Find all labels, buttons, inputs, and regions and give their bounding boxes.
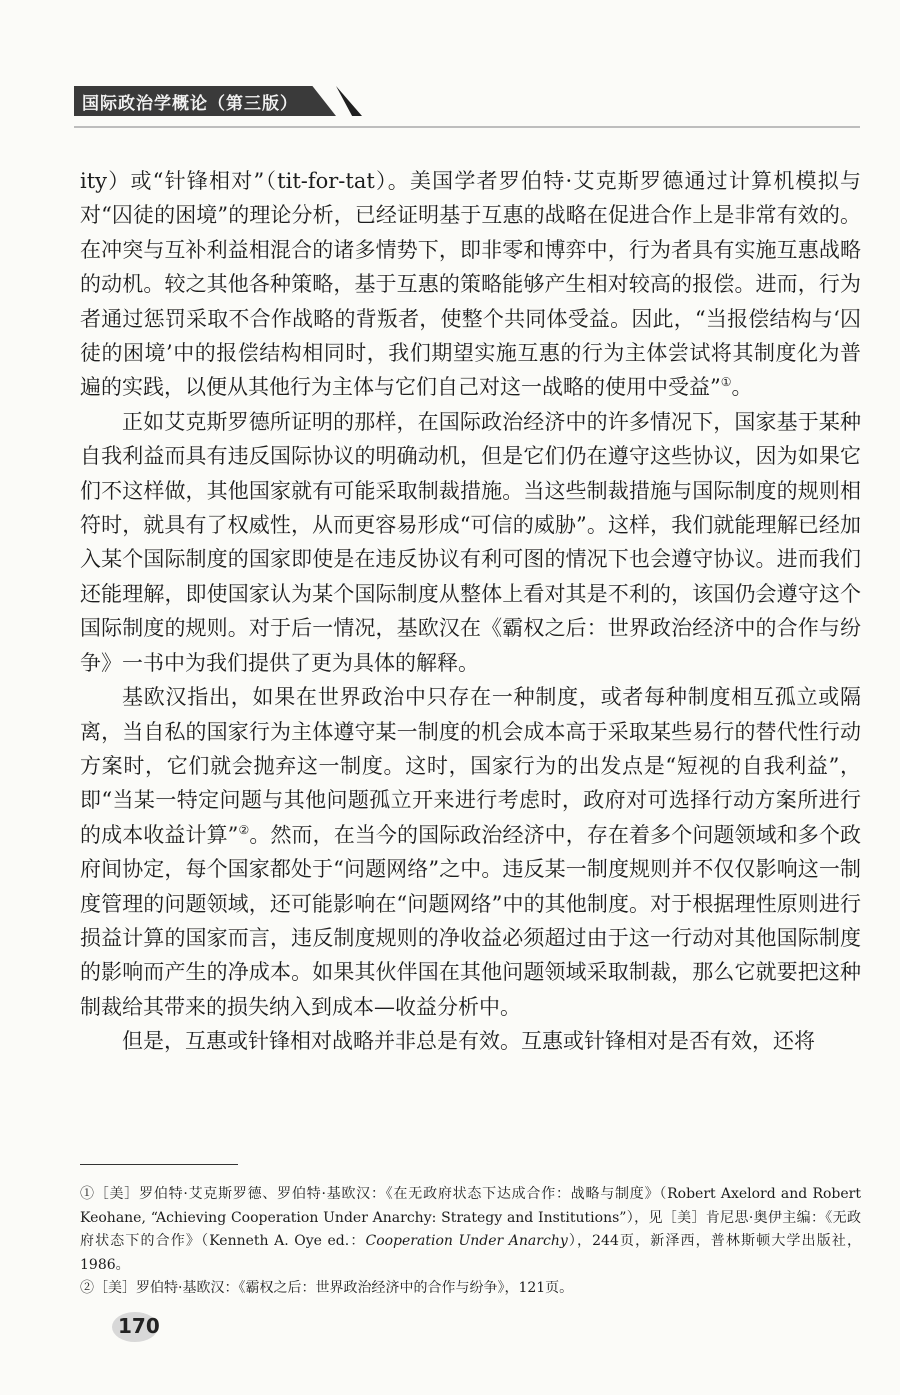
paragraph-4 xyxy=(80,1024,861,1058)
footnote-1 xyxy=(80,1183,861,1277)
page-number: 170 xyxy=(118,1314,160,1338)
book-title: 国际政治学概论（第三版） xyxy=(82,94,298,114)
header-accent-triangle xyxy=(336,86,362,116)
footnote-text: ），244页，新泽西，普林斯顿大学出版社，1986。 xyxy=(80,1233,861,1273)
body-text xyxy=(80,164,861,1059)
footnote-text: ②［美］罗伯特·基欧汉：《霸权之后：世界政治经济中的合作与纷争》，121页。 xyxy=(80,1280,574,1296)
footnote-text: ①［美］罗伯特·艾克斯罗德、罗伯特·基欧汉：《在无政府状态下达成合作：战略与制度》（Robert Axelord and Robert Keohane, “Achieving Cooperation Under Anarchy: Strategy and Institutions”），见［美］肯尼思·奥伊主编：《无政府状态下的合作》（Kenneth A. Oye ed.： xyxy=(80,1186,861,1249)
paragraph-1: ity）或“针锋相对”（tit-for-tat）。美国学者罗伯特·艾克斯罗德通过计算机模拟与对“囚徒的困境”的理论分析，已经证明基于互惠的战略在促进合作上是非常有效的。在冲突与互补利益相混合的诸多情势下，即非零和博弈中，行为者具有实施互惠战略的动机。较之其他各种策略，基于互惠的策略能够产生相对较高的报偿。进而，行为者通过惩罚采取不合作战略的背叛者，使整个共同体受益。因此，“当报偿结构与‘囚徒的困境’中的报偿结构相同时，我们期望实施互惠的行为主体尝试将其制度化为普遍的实践，以便从其他行为主体与它们自己对这一战略的使用中受益”①。 xyxy=(80,169,861,400)
footnote-rule xyxy=(80,1164,238,1165)
page-number-block xyxy=(110,1308,166,1344)
paragraph-text: 正如艾克斯罗德所证明的那样，在国际政治经济中的许多情况下，国家基于某种自我利益而具有违反国际协议的明确动机，但是它们仍在遵守这些协议，因为如果它们不这样做，其他国家就有可能采取制裁措施。当这些制裁措施与国际制度的规则相符时，就具有了权威性，从而更容易形成“可信的威胁”。这样，我们就能理解已经加入某个国际制度的国家即使是在违反协议有利可图的情况下也会遵守协议。进而我们还能理解，即使国家认为某个国际制度从整体上看对其是不利的，该国仍会遵守这个国际制度的规则。对于后一情况，基欧汉在《霸权之后：世界政治经济中的合作与纷争》一书中为我们提供了更为具体的解释。 xyxy=(80,409,861,675)
footnote-ref-1[interactable]: ① xyxy=(720,375,732,390)
running-header xyxy=(74,86,364,126)
header-rule xyxy=(74,126,860,128)
paragraph-text: 但是，互惠或针锋相对战略并非总是有效。互惠或针锋相对是否有效，还将 xyxy=(122,1029,815,1054)
footnote-italic-title: Cooperation Under Anarchy xyxy=(365,1233,568,1249)
footnotes xyxy=(80,1183,861,1301)
paragraph-2 xyxy=(80,405,861,680)
footnote-ref-2[interactable]: ② xyxy=(238,822,250,837)
paragraph-3 xyxy=(80,680,861,1024)
paragraph-text: ity）或“针锋相对”（tit-for-tat）。美国学者罗伯特·艾克斯罗德通过计算机模拟与对“囚徒的困境”的理论分析，已经证明基于互惠的战略在促进合作上是非常有效的。在冲突与互补利益相混合的诸多情势下，即非零和博弈中，行为者具有实施互惠战略的动机。较之其他各种策略，基于互惠的策略能够产生相对较高的报偿。进而，行为者通过惩罚采取不合作战略的背叛者，使整个共同体受益。因此，“当报偿结构与‘囚徒的困境’中的报偿结构相同时，我们期望实施互惠的行为主体尝试将其制度化为普遍的实践，以便从其他行为主体与它们自己对这一战略的使用中受益” xyxy=(80,169,861,400)
paragraph-text: 基欧汉指出，如果在世界政治中只存在一种制度，或者每种制度相互孤立或隔离，当自私的国家行为主体遵守某一制度的机会成本高于采取某些易行的替代性行动方案时，它们就会抛弃这一制度。这时，国家行为的出发点是“短视的自我利益”，即“当某一特定问题与其他问题孤立开来进行考虑时，政府对可选择行动方案所进行的成本收益计算” xyxy=(80,685,861,847)
footnote-2 xyxy=(80,1277,861,1301)
paragraph-text: 。然而，在当今的国际政治经济中，存在着多个问题领域和多个政府间协定，每个国家都处于“问题网络”之中。违反某一制度规则并不仅仅影响这一制度管理的问题领域，还可能影响在“问题网络”中的其他制度。对于根据理性原则进行损益计算的国家而言，违反制度规则的净收益必须超过由于这一行动对其他国际制度的影响而产生的净成本。如果其伙伴国在其他问题领域采取制裁，那么它就要把这种制裁给其带来的损失纳入到成本—收益分析中。 xyxy=(80,822,861,1019)
